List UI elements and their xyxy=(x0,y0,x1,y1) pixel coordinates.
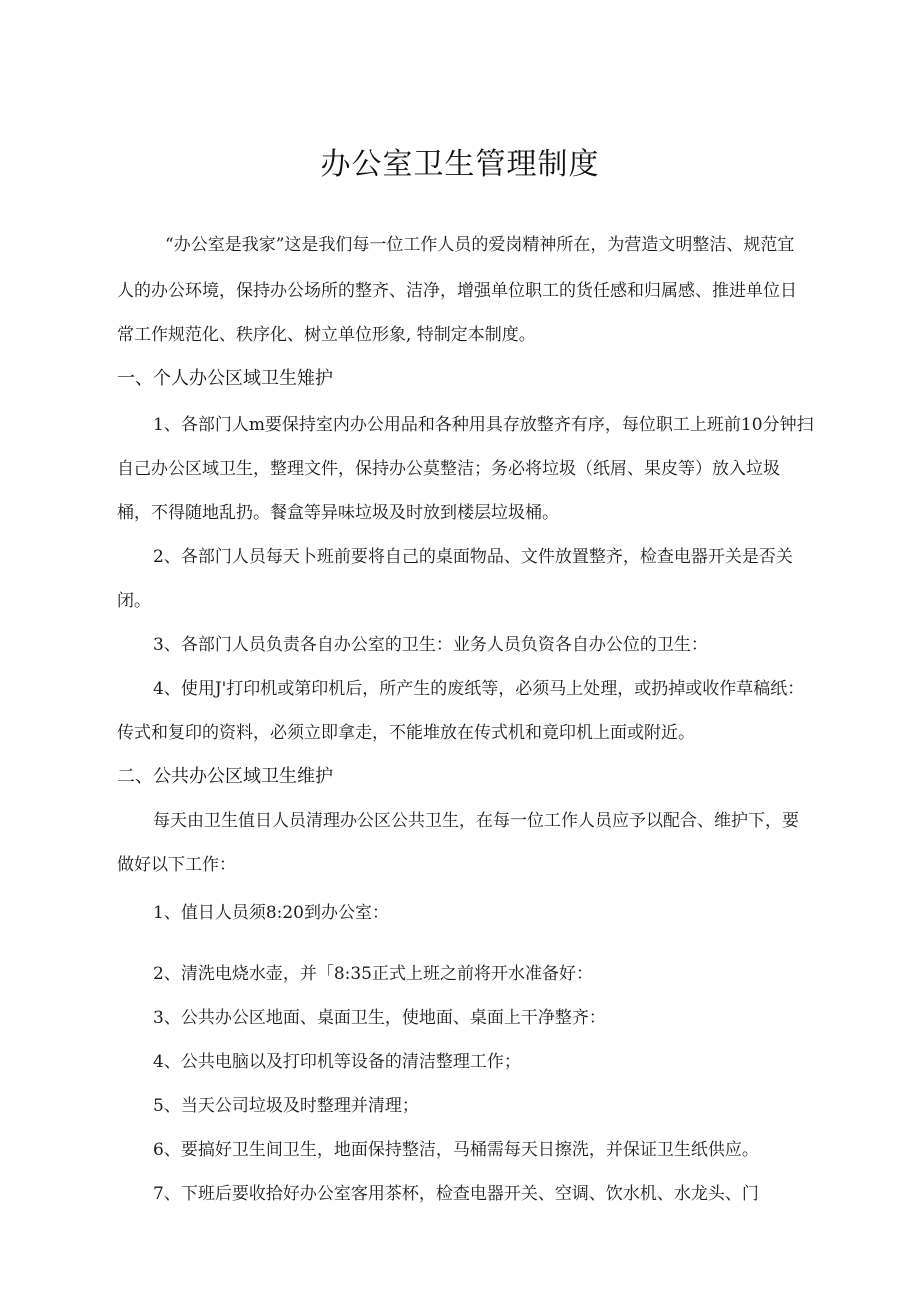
intro-line-3: 常工作规范化、秩序化、树立单位形象, 特制定本制度。 xyxy=(117,325,536,345)
document-title: 办公室卫生管理制度 xyxy=(320,147,600,182)
section2-item-3: 3、公共办公区地面、桌面卫生，使地面、桌面上干净整齐： xyxy=(153,1008,606,1028)
section2-intro-line-2: 做好以下工作： xyxy=(117,855,236,875)
section1-item1-line-3: 桶，不得随地乱扔。餐盒等异味垃圾及时放到楼层垃圾桶。 xyxy=(117,503,559,523)
section2-item-7: 7、下班后要收拾好办公室客用茶杯，检查电器开关、空调、饮水机、水龙头、门 xyxy=(153,1184,759,1204)
section1-item1-line-2: 自己办公区域卫生，整理文件，保持办公莫整洁；务必将垃圾（纸屑、果皮等）放入垃圾 xyxy=(117,459,780,479)
section2-item-6: 6、要搞好卫生间卫生，地面保持整洁，马桶需每天日擦洗，并保证卫生纸供应。 xyxy=(153,1140,759,1160)
intro-line-1: “办公室是我家”这是我们每一位工作人员的爱岗精神所在，为营造文明整洁、规范宜 xyxy=(165,235,795,255)
section2-heading: 二、公共办公区域卫生维护 xyxy=(117,766,333,787)
section1-item3: 3、各部门人员负责各自办公室的卫生：业务人员负资各自办公位的卫生： xyxy=(153,635,708,655)
intro-line-2: 人的办公环境，保持办公场所的整齐、洁净，增强单位职工的货任感和归属感、推进单位日 xyxy=(117,281,797,301)
section1-heading: 一、个人办公区域卫生雉护 xyxy=(117,368,333,389)
section1-item4-line-1: 4、使用J'打印机或第印机后，所产生的废纸等，必须马上处理，或扔掉或收作草稿纸： xyxy=(153,679,805,699)
section1-item2-line-2: 闭。 xyxy=(117,591,151,611)
section2-item-5: 5、当天公司垃圾及时整理并清理； xyxy=(153,1096,419,1116)
section2-item-2: 2、清洗电烧水壶，并「8:35正式上班之前将开水准备好： xyxy=(153,964,593,984)
section1-item1-line-1: 1、各部门人m要保持室内办公用品和各种用具存放整齐有序，每位职工上班前10分钟扫 xyxy=(153,415,814,435)
section2-item-1: 1、值日人员须8:20到办公室： xyxy=(153,903,389,923)
section1-item2-line-1: 2、各部门人员每天卜班前要将自己的桌面物品、文件放置整齐，检查电器开关是否关 xyxy=(153,547,793,567)
section1-item4-line-2: 传式和复印的资料，必须立即拿走，不能堆放在传式机和竟印机上面或附近。 xyxy=(117,723,695,743)
section2-intro-line-1: 每天由卫生值日人员清理办公区公共卫生，在每一位工作人员应予以配合、维护下，要 xyxy=(153,811,799,831)
section2-item-4: 4、公共电脑以及打印机等设备的清洁整理工作； xyxy=(153,1052,521,1072)
